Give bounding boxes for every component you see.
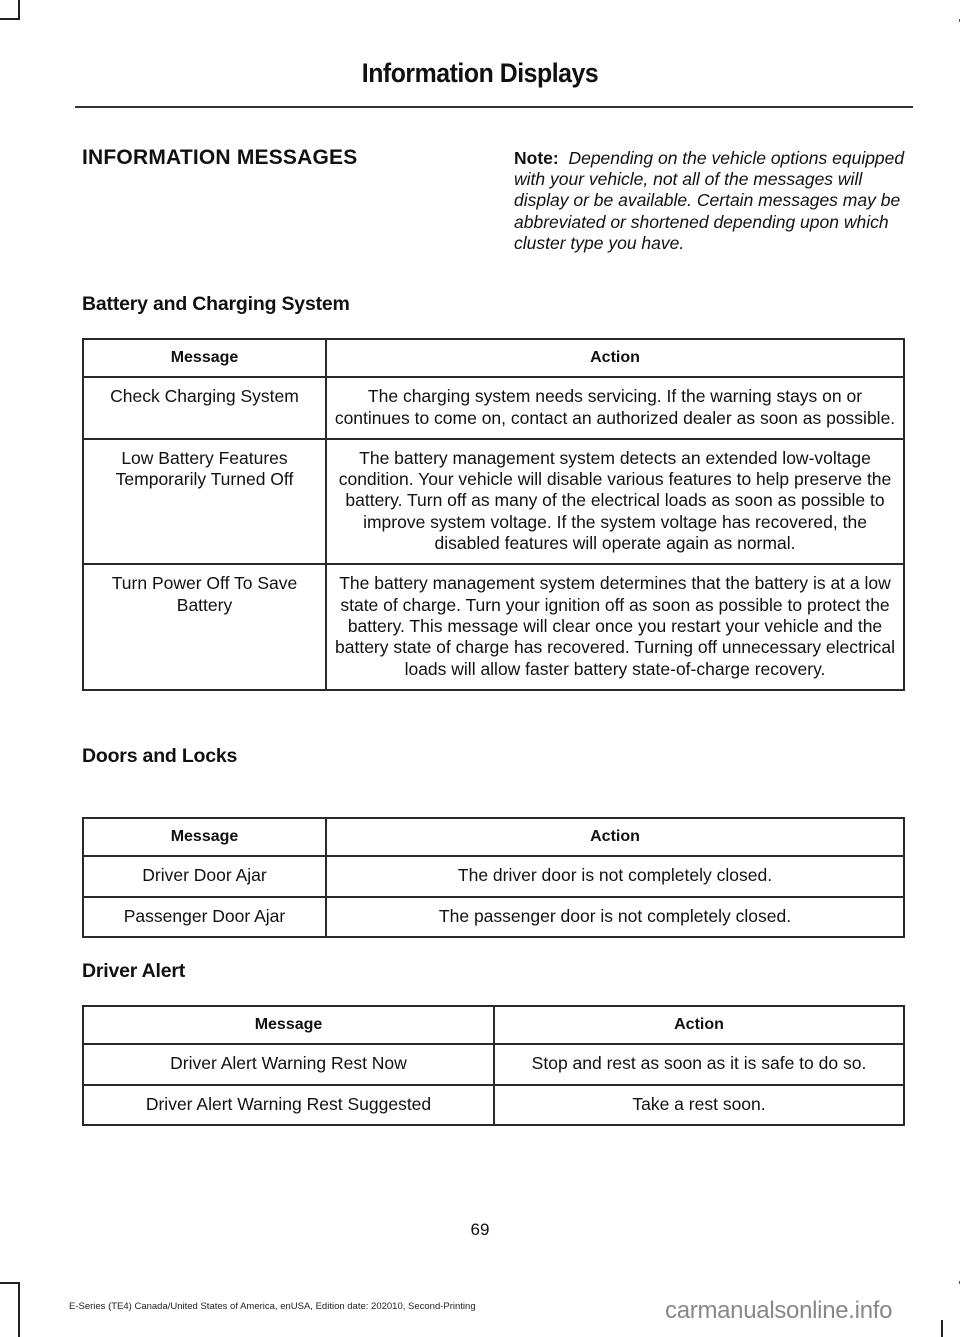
action-cell: Stop and rest as soon as it is safe to do so. xyxy=(494,1044,904,1084)
column-header-message: Message xyxy=(83,339,326,377)
action-cell: Take a rest soon. xyxy=(494,1085,904,1125)
table-row xyxy=(83,856,904,896)
driver-alert-table xyxy=(82,1005,905,1126)
table-row xyxy=(83,377,904,439)
running-header: Information Displays xyxy=(361,58,599,88)
table-row xyxy=(83,1044,904,1084)
header-rule xyxy=(75,106,913,108)
action-cell: The battery management system detects an extended low-voltage condition. Your vehicle will disable various features to help preserve the battery. Turn off as many of the electrical loads as soon as possible to improve system voltage. If the system voltage has recovered, the disabled features will operate again as normal. xyxy=(326,439,904,564)
action-cell: The driver door is not completely closed. xyxy=(326,856,904,896)
footer-edition-info: E-Series (TE4) Canada/United States of America, enUSA, Edition date: 202010, Second-Printing xyxy=(69,1301,476,1312)
table-row xyxy=(83,564,904,689)
column-header-message: Message xyxy=(83,1006,494,1044)
section-title: INFORMATION MESSAGES xyxy=(82,146,358,169)
message-cell: Check Charging System xyxy=(83,377,326,439)
note xyxy=(514,148,909,254)
message-cell: Passenger Door Ajar xyxy=(83,897,326,937)
crop-mark-bottom-left xyxy=(0,1282,20,1337)
table-header-row xyxy=(83,1006,904,1044)
watermark: carmanualsonline.info xyxy=(665,1297,893,1324)
action-cell: The battery management system determines that the battery is at a low state of charge. Turn your ignition off as soon as possible to protect the battery. This message will clear once you restart your vehicle and the battery state of charge has recovered. Turning off unnecessary electrical loads will allow faster battery state-of-charge recovery. xyxy=(326,564,904,689)
column-header-action: Action xyxy=(494,1006,904,1044)
battery-charging-table xyxy=(82,338,905,691)
message-cell: Turn Power Off To Save Battery xyxy=(83,564,326,689)
doors-locks-table xyxy=(82,817,905,938)
note-text: Depending on the vehicle options equipped with your vehicle, not all of the messages will display or be available. Certain messages may be abbreviated or shortened depending upon which cluster type you have. xyxy=(514,148,905,253)
action-cell: The passenger door is not completely closed. xyxy=(326,897,904,937)
table-row xyxy=(83,1085,904,1125)
subsection-title-battery: Battery and Charging System xyxy=(82,293,350,315)
column-header-action: Action xyxy=(326,339,904,377)
table-header-row xyxy=(83,818,904,856)
note-label: Note: xyxy=(514,148,559,168)
message-cell: Driver Door Ajar xyxy=(83,856,326,896)
message-cell: Driver Alert Warning Rest Suggested xyxy=(83,1085,494,1125)
subsection-title-doors: Doors and Locks xyxy=(82,745,238,767)
subsection-title-driver-alert: Driver Alert xyxy=(82,960,186,982)
table-header-row xyxy=(83,339,904,377)
column-header-message: Message xyxy=(83,818,326,856)
table-row xyxy=(83,439,904,564)
action-cell: The charging system needs servicing. If the warning stays on or continues to come on, contact an authorized dealer as soon as possible. xyxy=(326,377,904,439)
message-cell: Driver Alert Warning Rest Now xyxy=(83,1044,494,1084)
crop-mark-bottom-right xyxy=(941,1320,943,1337)
message-cell: Low Battery Features Temporarily Turned Off xyxy=(83,439,326,564)
table-row xyxy=(83,897,904,937)
column-header-action: Action xyxy=(326,818,904,856)
crop-mark-top-left xyxy=(0,0,20,20)
page-number: 69 xyxy=(470,1220,490,1239)
